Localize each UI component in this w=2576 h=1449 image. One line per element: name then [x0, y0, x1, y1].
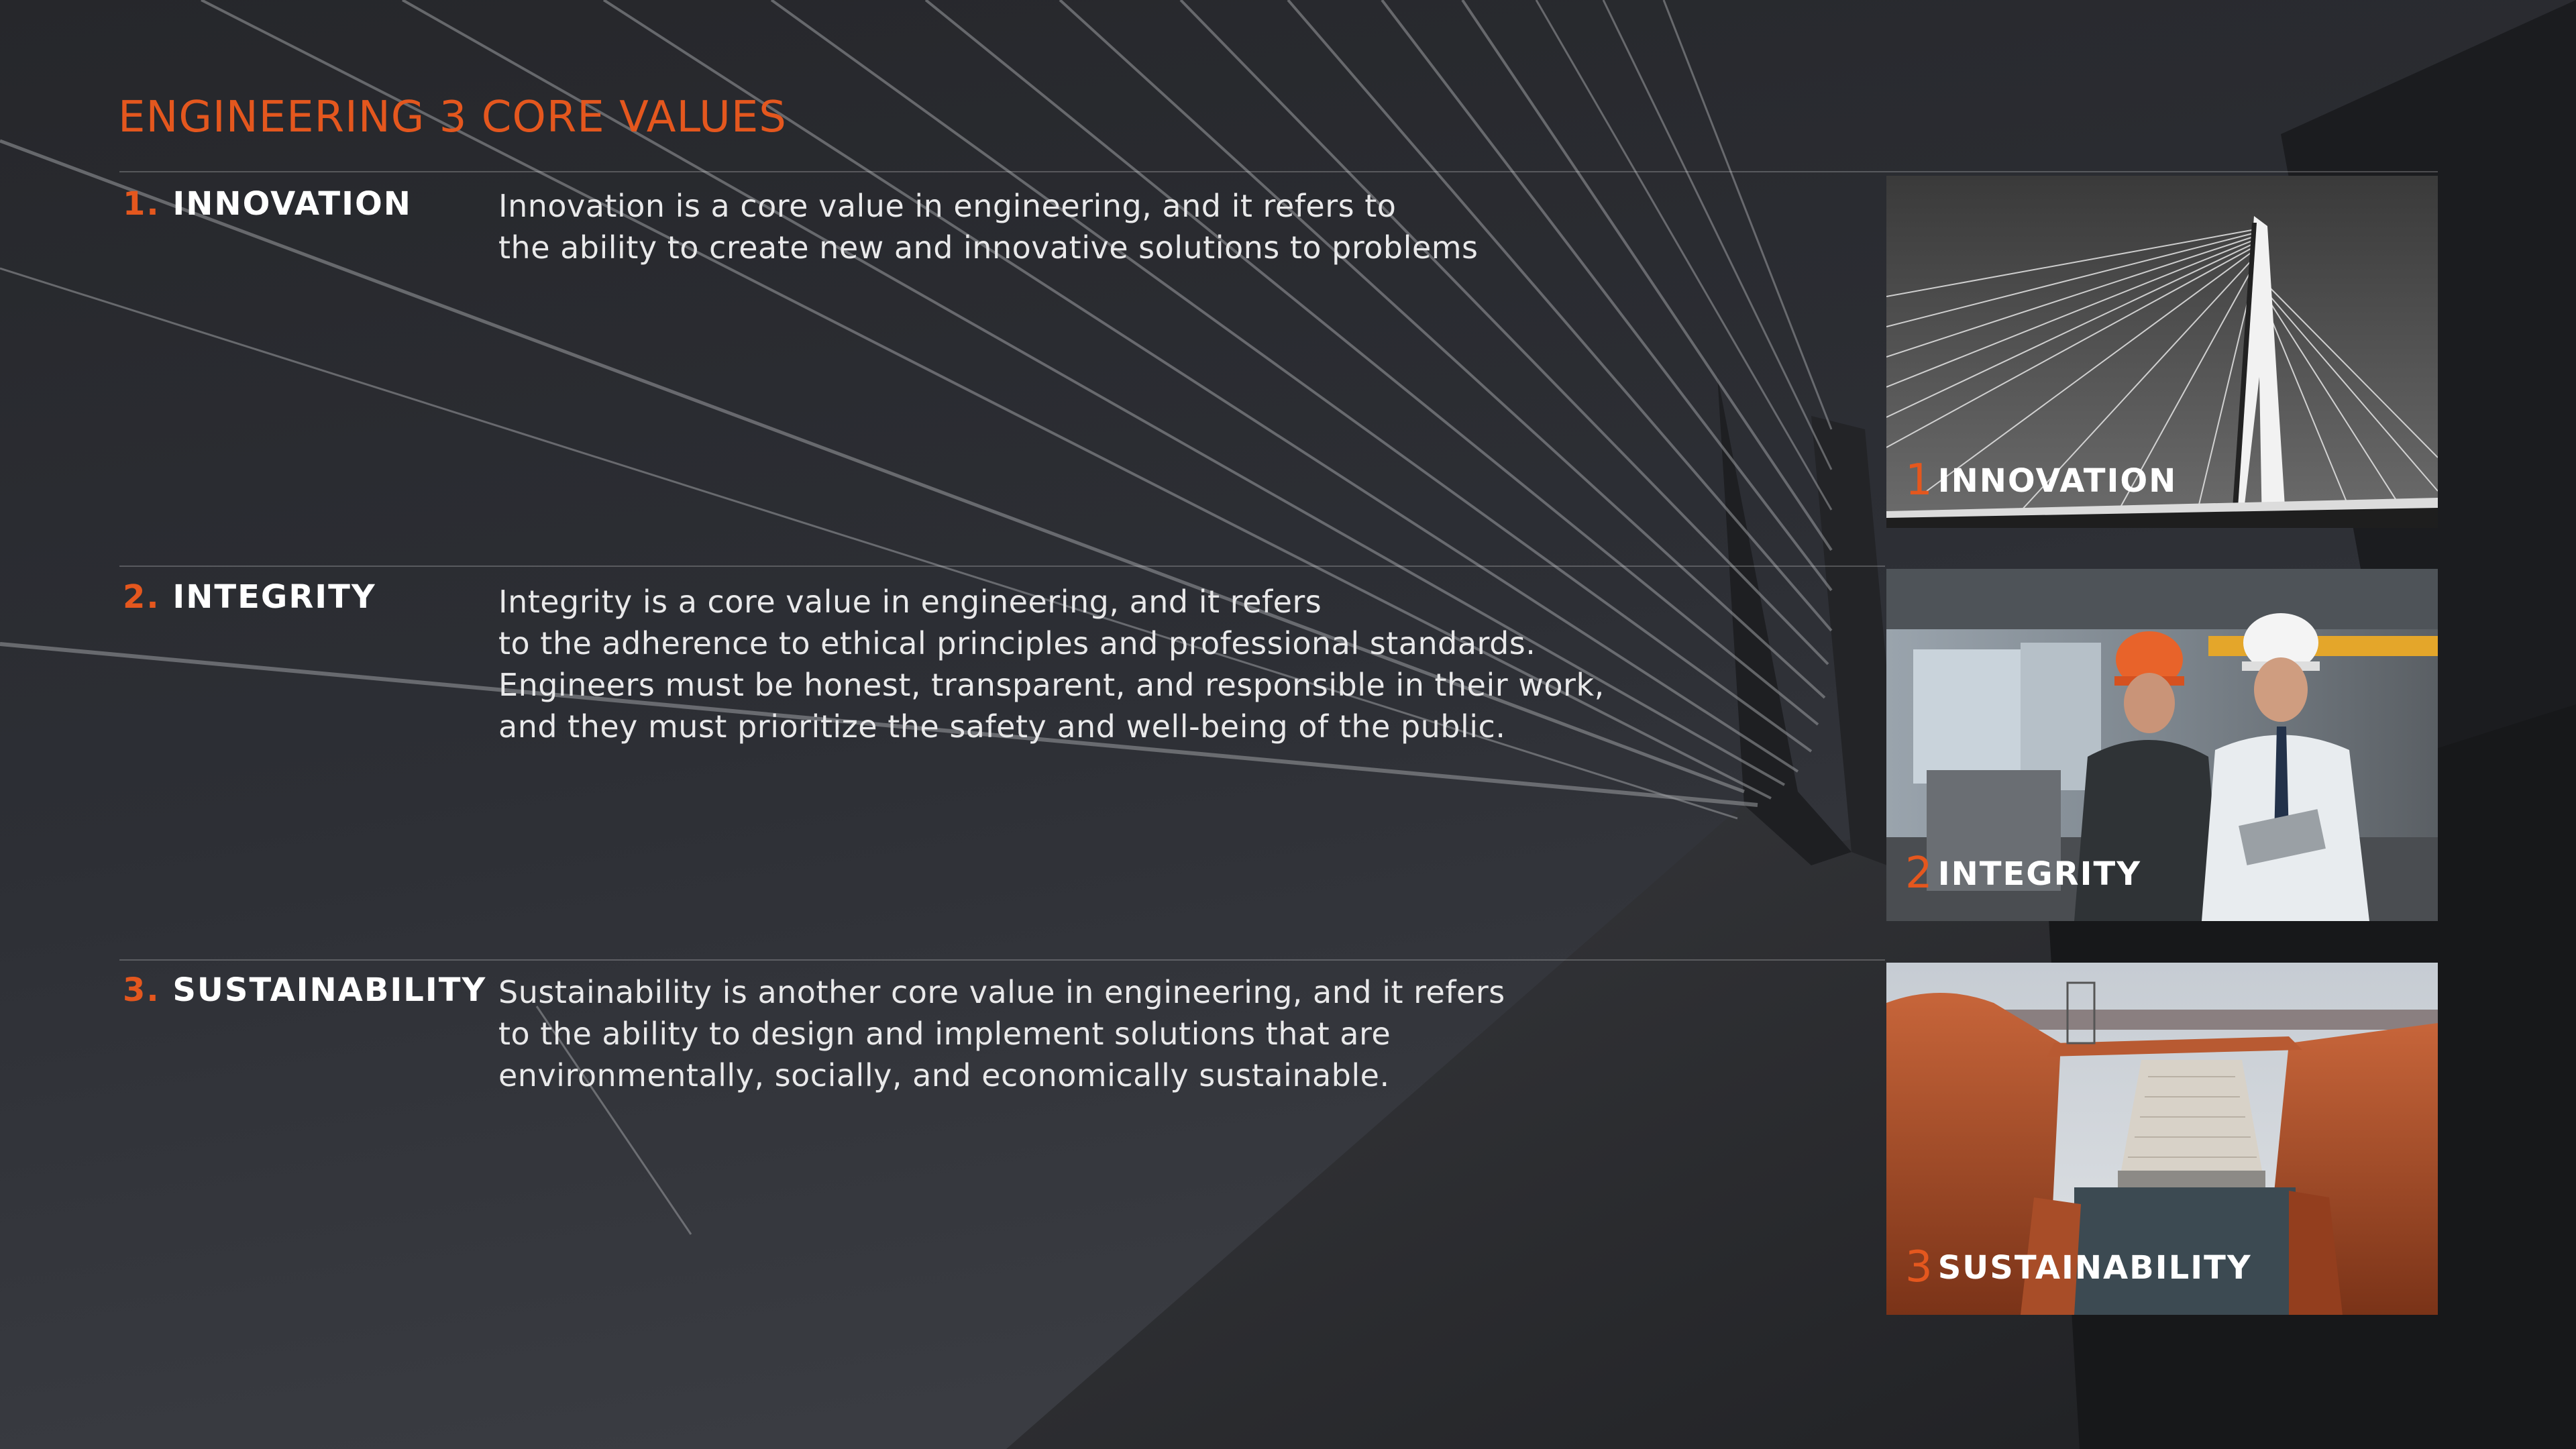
card-label	[1905, 455, 2177, 505]
card-title: INNOVATION	[1937, 462, 2178, 500]
description-line: environmentally, socially, and economically sustainable.	[498, 1057, 1390, 1093]
row-divider	[119, 959, 1885, 961]
card-title: INTEGRITY	[1937, 855, 2141, 893]
value-heading-integrity	[123, 578, 376, 616]
value-number: 2.	[123, 578, 160, 616]
row-divider	[119, 566, 1885, 567]
value-number: 3.	[123, 971, 160, 1009]
card-number: 2	[1905, 849, 1934, 898]
card-innovation	[1886, 176, 2438, 528]
card-title: SUSTAINABILITY	[1937, 1249, 2252, 1287]
card-number: 1	[1905, 455, 1934, 505]
description-line: to the ability to design and implement solutions that are	[498, 1016, 1391, 1052]
value-name: INNOVATION	[172, 185, 412, 223]
description-line: Engineers must be honest, transparent, and responsible in their work,	[498, 667, 1605, 703]
description-line: Integrity is a core value in engineering, and it refers	[498, 584, 1322, 620]
card-sustainability	[1886, 963, 2438, 1315]
value-heading-sustainability	[123, 971, 486, 1009]
card-label	[1905, 849, 2141, 898]
value-description-innovation	[498, 185, 1605, 268]
card-integrity	[1886, 569, 2438, 921]
page-title: ENGINEERING 3 CORE VALUES	[118, 93, 787, 142]
description-line: to the adherence to ethical principles and professional standards.	[498, 625, 1536, 661]
value-heading-innovation	[123, 185, 412, 223]
value-name: SUSTAINABILITY	[172, 971, 487, 1009]
description-line: Innovation is a core value in engineering, and it refers to	[498, 188, 1397, 224]
description-line: and they must prioritize the safety and well-being of the public.	[498, 708, 1506, 745]
value-number: 1.	[123, 185, 160, 223]
row-divider	[119, 171, 2438, 172]
card-label	[1905, 1242, 2252, 1292]
description-line: the ability to create new and innovative solutions to problems	[498, 229, 1479, 266]
value-description-integrity	[498, 581, 1605, 747]
card-number: 3	[1905, 1242, 1934, 1292]
value-name: INTEGRITY	[172, 578, 376, 616]
value-description-sustainability	[498, 971, 1605, 1096]
description-line: Sustainability is another core value in engineering, and it refers	[498, 974, 1505, 1010]
